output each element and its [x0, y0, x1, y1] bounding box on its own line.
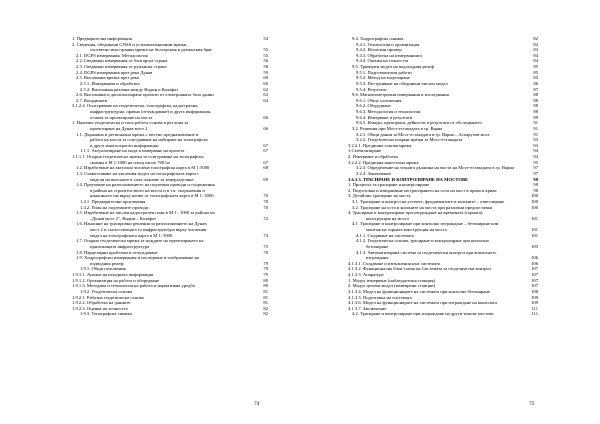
toc-entry-title: 1. Процесът за трасиране и контролиране [348, 182, 430, 188]
toc-entry-page: 88 [533, 97, 538, 103]
toc-entry-page: 55 [263, 47, 268, 53]
toc-entry-page: 103 [531, 243, 538, 249]
toc-entry-title: в района на строителството на моста и в т.ч. съоръжения и [90, 187, 205, 193]
toc-entry-title: 9.5.1. Подготвителни работи [356, 69, 412, 75]
toc-entry-page: 80 [263, 283, 268, 289]
toc-entry-title: 9.5.3. Построяване на обединени числен модел [356, 80, 448, 86]
toc-entry-page: 106 [531, 255, 538, 261]
toc-entry-page: 89 [533, 114, 538, 120]
toc-entry-page: 101 [531, 215, 538, 221]
toc-entry-page: 60 [263, 80, 268, 86]
toc-entry-page: 111 [531, 311, 538, 317]
toc-entry-title: подводния релеф [90, 260, 124, 266]
toc-entry-title: 4.2. Трасиране и контролиране при изграждане на други типове мостове [352, 311, 494, 317]
toc-entry-title: 1.1.1.1. Опорна геодезическа мрежа за осигуряване на топографска [72, 154, 204, 160]
toc-entry-page: 97 [533, 165, 538, 171]
toc-entry-title: 2.7. Координати [76, 97, 108, 103]
toc-entry-title: 3.2.2. Геодезически опорни мрежи за Мост-естакадата [356, 137, 463, 143]
toc-entry-page: 60 [263, 75, 268, 81]
toc-entry-page: 68 [263, 165, 268, 171]
toc-entry-title: снимка в М 1:1000 на площ около 700 ha [90, 159, 170, 165]
toc-entry-title: 9.6.5. Изводи, препоръки, дейности и резултати от обследването [356, 120, 482, 126]
toc-entry-title: 3.2. Трасиране на оста и колоните на моста при различни предпоставки [352, 204, 493, 210]
toc-entry-page: 107 [531, 277, 538, 283]
toc-entry-page: 80 [263, 277, 268, 283]
toc-entry-page: 86 [533, 80, 538, 86]
toc-entry-page: 88 [533, 103, 538, 109]
toc-entry-page: 100 [531, 198, 538, 204]
toc-entry-title: нанасяното им върху копие от топографската карта в М 1: 5000 [90, 193, 214, 199]
toc-entry-page: 79 [263, 272, 268, 278]
toc-entry-title: 9.4. Хидрографска снимка [352, 36, 404, 41]
toc-entry-title: 1.9.1.1. Анализ на изходната информация [72, 272, 154, 278]
toc-entry-page: 95 [533, 159, 538, 165]
toc-entry-page: 84 [533, 58, 538, 64]
toc-entry-title: 9.4.3. Обработка на измерванията [356, 52, 422, 58]
toc-entry-page: 69 [263, 176, 268, 182]
toc-entry-title: 9.6.2. Оборудване [356, 103, 391, 109]
toc-entry-page: 55 [263, 52, 268, 58]
toc-entry-title: 9.5. Тримерен модел на водоходния релеф [352, 64, 435, 70]
toc-entry-title: 3.2.3. Определение на точната дължина на моста на Мост-естакадата в гр. Варна [356, 165, 514, 171]
toc-entry-page: 72 [263, 215, 268, 221]
toc-entry-page: 109 [531, 294, 538, 300]
toc-entry-page: 108 [531, 288, 538, 294]
toc-entry-page: 85 [533, 69, 538, 75]
toc-entry-title: 4.1.3. Автоматизирана система за геодезически контрол при конзолното [356, 249, 497, 255]
toc-entry-page: 74 [263, 232, 268, 238]
toc-entry-title: съответно иностранни мрежи на българския и румънския бряг [90, 47, 213, 53]
toc-entry-page: 100 [531, 193, 538, 199]
toc-entry-title: 3.1. Трасиране и контрол на устоите, фундаментите и колоните – отвеспиране [352, 198, 505, 204]
toc-entry-title: 1.9.2. Геодезическа основа [80, 288, 132, 294]
toc-entry-page: 82 [533, 41, 538, 47]
toc-entry-title: монтаж на горната конструкция на моста [366, 227, 447, 233]
toc-entry-page: 82 [263, 311, 268, 317]
page-number-right: 75 [529, 401, 535, 407]
toc-entry-page: 67 [263, 148, 268, 154]
toc-entry-page: 98 [533, 187, 538, 193]
toc-entry-title: 3.1.2.4. Осигуряване на геодезическа, топографска, кадастрална, [72, 103, 199, 109]
toc-entry-title: 1.Стабилизиране [348, 148, 382, 154]
toc-entry-page: 98 [533, 182, 538, 188]
toc-entry-title: 9.4.4. Оценка на точността [356, 58, 409, 64]
toc-entry-title: 4.1.3.6. Модел на функционирате на системата при изграждане на конзолата [348, 300, 497, 306]
toc-entry-title: 1.9.1.3. Методика и технология на работа и нормативна уредба [72, 283, 195, 289]
toc-entry-title: 3.2.4. Заключение [356, 170, 391, 176]
toc-entry-title: основа за проектиране на моста [90, 114, 153, 120]
toc-entry-title: 1.5. Изработване на числен кадастрален план в М 1 : 1000 за района на [76, 210, 215, 216]
toc-entry-title: 1. Наличие геодезическа и топо работа основа в рез кона за [72, 120, 189, 126]
toc-entry-title: 9.4.1. Технология и организация [356, 41, 420, 47]
toc-entry-title: 4. Трасиране и контролиране при изграждане на времената (горната) [348, 210, 483, 216]
toc-entry-page: 101 [531, 227, 538, 233]
toc-entry-title: 4.1.3.7. Заключение [348, 305, 387, 311]
toc-entry-page: 67 [263, 159, 268, 165]
toc-entry-title: 3.2.2.2. Предишна наносочна мрежа [348, 159, 419, 165]
toc-entry-title: 1.4.1. Предварителни проучвания [80, 198, 146, 204]
toc-entry-title: 4.1.2. Геодезическа основа, трасиране и контролиране при конзолно [356, 238, 489, 244]
toc-entry-page: 101 [531, 232, 538, 238]
toc-entry-page: 82 [263, 305, 268, 311]
toc-entry-page: 107 [531, 272, 538, 278]
toc-entry-page: 91 [533, 131, 538, 137]
toc-entry-title: 4.1.3.5. Подготовка на системата [348, 294, 412, 300]
toc-entry-title: 9.6.3. Методология и технология [356, 109, 421, 115]
toc-entry-title: 1.9. Хидрографски измервания и изследване и изобразяване на [76, 255, 199, 261]
toc-entry-page: 79 [263, 266, 268, 272]
toc-entry-title: 2.5.2. Височинна разлика между Видин и Калафат [80, 86, 179, 92]
toc-entry-page: 75 [263, 243, 268, 249]
toc-entry-title: 1.9.1.2. Организация на работа и оборудване [72, 277, 159, 283]
toc-entry-page: 81 [263, 300, 268, 306]
toc-entry-page: 87 [533, 86, 538, 92]
toc-entry-page: 85 [533, 75, 538, 81]
toc-entry-title: конструкция на моста [366, 215, 409, 221]
toc-entry-page: 70 [263, 193, 268, 199]
toc-entry-page: 107 [531, 266, 538, 272]
toc-entry-page: 70 [263, 198, 268, 204]
toc-entry-page: 54 [263, 36, 268, 41]
toc-entry-title: 2.4. DGPS измервания през река Дунав [76, 69, 153, 75]
toc-entry-page: 81 [263, 288, 268, 294]
toc-entry-title: прилежащата инфраструктура [90, 243, 150, 249]
toc-entry-page: 81 [263, 294, 268, 300]
toc-entry-title: 4.1.3.3. Апаратура [348, 272, 384, 278]
toc-entry-title: 2.5.1. Измервания и обработка [80, 80, 140, 86]
toc-entry-title: 2.3. Сведващи измервания от румънска страна [76, 64, 167, 70]
toc-entry-page: 84 [533, 52, 538, 58]
toc-entry-title: 1.2. Изработване на актуална числена топографска карта в М 1:5000 [76, 165, 210, 171]
toc-entry-title: изграждане [366, 255, 389, 261]
toc-entry-title: 2.2. Сведващи измервания от българска страна [76, 58, 168, 64]
toc-entry-page: 100 [531, 204, 538, 210]
toc-entry-title: 3.6.3.3. ТРАСИРАНЕ И КОНТРОЛИРАНЕ НА МОСТОВЕ [348, 176, 469, 182]
toc-entry-page: 94 [533, 154, 538, 160]
toc-entry-title: модел на топографската карта в М 1: 5000 [90, 232, 173, 238]
toc-entry-page: 88 [533, 109, 538, 115]
toc-entry-page: 83 [533, 47, 538, 53]
toc-entry-title: 2.5. Височинна връзка през река [76, 75, 140, 81]
toc-entry-page: 97 [533, 170, 538, 176]
toc-entry-title: 9.6. Магнитометрични измервания и изследвания [352, 92, 449, 98]
toc-entry-title: 2. Модул целеви модул (маневрени станции) [348, 283, 436, 289]
toc-entry-page: 70 [263, 204, 268, 210]
toc-entry-page: 98 [533, 176, 538, 182]
toc-entry-title: 1.9.2.3. Оценка на точността [72, 305, 128, 311]
toc-entry-title: 3. Детайлно трасиране на моста [348, 193, 411, 199]
toc-entry-page: 91 [533, 120, 538, 126]
toc-entry-title: 1.8. Парцеларни проблеми и отчуждаване [76, 249, 158, 255]
toc-entry-page: 82 [533, 36, 538, 41]
toc-entry-title: и друга многоотрасли информации [90, 142, 159, 148]
toc-entry-title: проектиране на Дунав мост 2 [90, 125, 148, 131]
toc-entry-page: 111 [531, 305, 538, 311]
toc-entry-title: 1.3. Съвместяване на числения модел на топографската карта с [76, 170, 200, 176]
toc-entry-title: бетониране [366, 243, 389, 249]
toc-entry-title: 2. Сведения, обединени GNSS и устновлизационни мрежи, [72, 41, 188, 47]
toc-entry-page: 91 [533, 125, 538, 131]
toc-entry-page: 107 [531, 283, 538, 289]
toc-entry-title: 2. Измерване и обработка [348, 154, 399, 160]
toc-entry-title: 1.7. Опорно геодезическа мрежа за нуждите на проектирането на [76, 238, 204, 244]
toc-entry-title: 9.6.1. Общо положения [356, 97, 402, 103]
toc-entry-title: 1.4.2. План на подземните проводи [80, 204, 149, 210]
toc-entry-page: 67 [263, 142, 268, 148]
toc-entry-title: работа на моста за осигуряване на набиране на топографска [90, 137, 208, 143]
toc-entry-title: 4.1. Трасиране и контролиране при конзолно изграждане – бетониране или [352, 221, 499, 227]
toc-entry-title: мост 2 и съпътстващата го инфраструктура върху числения [90, 227, 207, 233]
toc-entry-title: 3.2.1. Общи данни за Мост-естакадата в гр. Варна – Аспарухов мост [356, 131, 490, 137]
toc-entry-title: 2.6. Височинни и дигитализиране проекти от електронната база данни [76, 92, 214, 98]
toc-entry-page: 78 [263, 249, 268, 255]
toc-entry-title: „Дунав мост 2", Видин – Калафат [90, 215, 156, 221]
toc-entry-title: 3.2.2.1. Предишна основа мрежа [348, 142, 412, 148]
toc-entry-title: 2. Подготовка и извършване на трасирането на оста на мост в права и крива [348, 187, 497, 193]
toc-entry-title: 1.9.1. Общи положения [80, 266, 126, 272]
toc-entry-page: 66 [263, 125, 268, 131]
toc-entry-title: 1.9.3. Топографска снимка [80, 311, 132, 317]
toc-entry-title: 1.1.1. Актуализиране на мода и измерване на пролета [80, 148, 185, 154]
toc-entry-page: 85 [533, 64, 538, 70]
toc-entry-page: 88 [533, 92, 538, 98]
toc-entry-title: модели на вносните в сила планове за земеразделяне [90, 176, 194, 182]
toc-entry-title: 4.1.3.2. Функционална блок-схема на Системата за геодезически контрол [348, 266, 492, 272]
toc-entry-title: 1.1. Държавна и регионална мрежа с местно предназначение и [76, 131, 199, 137]
toc-entry-title: 1.6. Нанасяне на трасировки решения за разположението на Дунав [76, 221, 207, 227]
toc-entry-title: 4.1.3.4. Модел на функционирате на системата при конзолно бетониране [348, 288, 490, 294]
toc-entry-page: 64 [263, 97, 268, 103]
toc-entry-page: 93 [533, 137, 538, 143]
toc-entry-title: 2.1. DGPS измервания. Методология [76, 52, 148, 58]
toc-entry-title: 9.5.2. Метод на моделиране [356, 75, 410, 81]
toc-entry-page: 63 [263, 92, 268, 98]
toc-entry-title: 4.1.1. Създаване на системата [356, 232, 414, 238]
toc-entry-title: 1. Предварителна информация [72, 36, 132, 41]
toc-entry-title: 9.6.4. Измерване и резултати [356, 114, 413, 120]
toc-entry-title: 3.2. Решения при Мост-естакадата в гр. Варна [352, 125, 443, 131]
toc-entry-page: 106 [531, 260, 538, 266]
toc-entry-title: инфраструктурна, правна (отчуждаване) и друга информация, [90, 109, 212, 115]
toc-entry-page: 66 [263, 114, 268, 120]
toc-entry-page: 94 [533, 148, 538, 154]
toc-entry-title: 1.9.2.1. Работна геодезическа основа [72, 294, 144, 300]
toc-entry-title: 1.4. Проучване на разположението на подземни проводи и съоръжения [76, 182, 215, 188]
toc-entry-title: 1. Модул измерване (наблюдателна станция) [348, 277, 435, 283]
toc-entry-page: 109 [531, 300, 538, 306]
toc-entry-page: 93 [533, 142, 538, 148]
toc-entry-page: 56 [263, 58, 268, 64]
toc-entry-page: 59 [263, 69, 268, 75]
toc-entry-page: 62 [263, 86, 268, 92]
toc-entry-page: 79 [263, 260, 268, 266]
toc-entry-page: 58 [263, 64, 268, 70]
toc-entry-title: 1.9.2.2. Обработка на данните [72, 300, 131, 306]
toc-entry-title: 9.5.4. Резултати [356, 86, 387, 92]
page-number-left: 74 [254, 401, 260, 407]
toc-entry-title: 9.4.2. Изолотни промер [356, 47, 402, 53]
toc-entry-title: 4.1.3.1. Създаване и изпълнения към системата [348, 260, 441, 266]
